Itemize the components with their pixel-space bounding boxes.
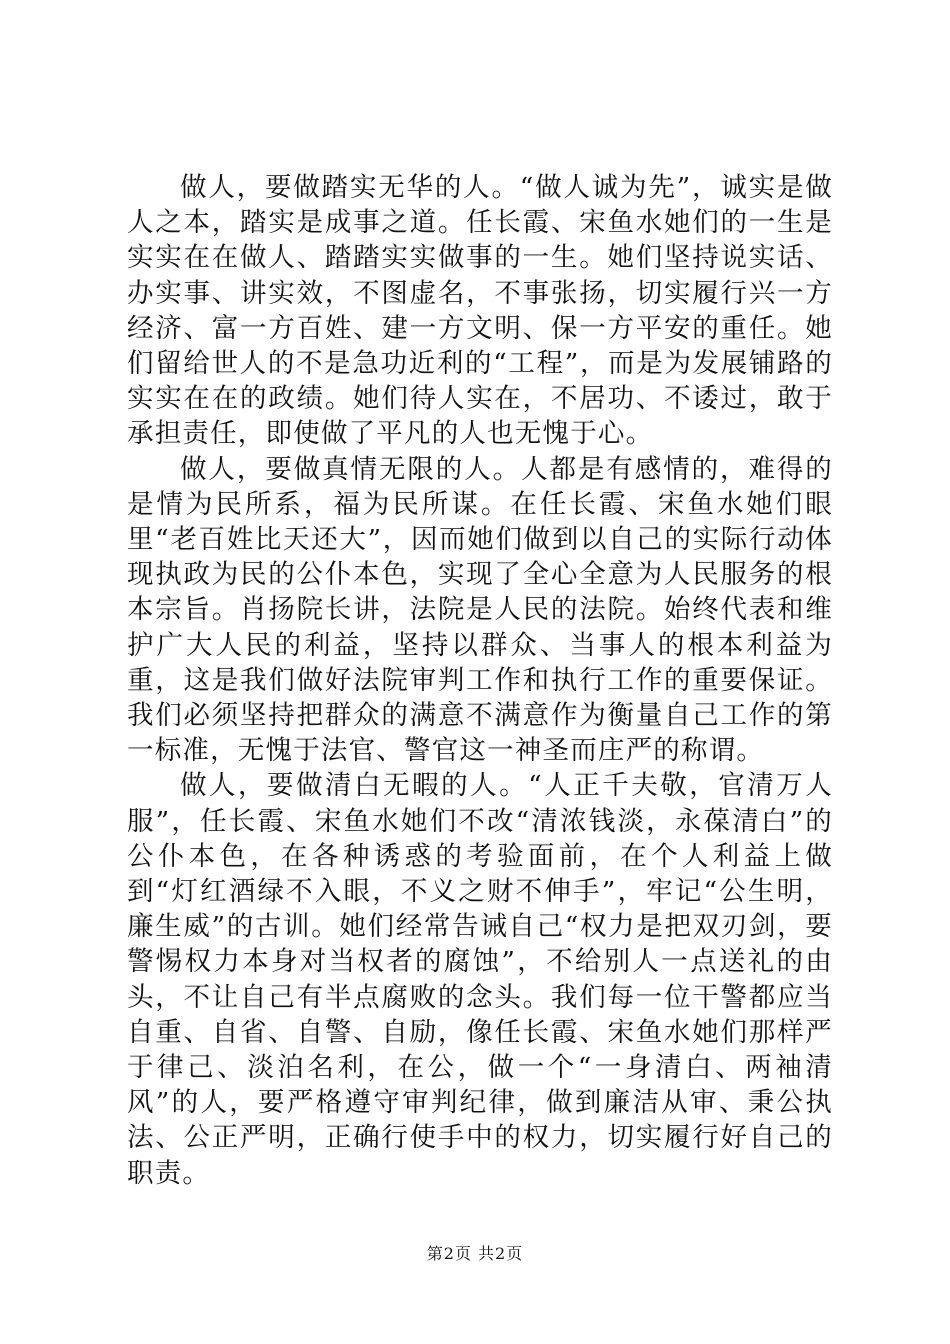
page-number-footer: 第2页 共2页 (426, 1244, 524, 1263)
paragraph-honest-person: 做人，要做踏实无华的人。“做人诚为先”，诚实是做人之本，踏实是成事之道。任长霞、宋鱼水她们的一生是实实在在做人、踏踏实实做事的一生。她们坚持说实话、办实事、讲实效，不图虚名，不事张扬，切实履行兴一方经济、富一方百姓、建一方文明、保一方平安的重任。她们留给世人的不是急功近利的“工程”，而是为发展铺路的实实在在的政绩。她们待人实在，不居功、不诿过，敢于承担责任，即使做了平凡的人也无愧于心。 (127, 172, 833, 450)
paragraph-sincere-person: 做人，要做真情无限的人。人都是有感情的，难得的是情为民所系，福为民所谋。在任长霞、宋鱼水她们眼里“老百姓比天还大”，因而她们做到以自己的实际行动体现执政为民的公仆本色，实现了全心全意为人民服务的根本宗旨。肖扬院长讲，法院是人民的法院。始终代表和维护广大人民的利益，坚持以群众、当事人的根本利益为重，这是我们做好法院审判工作和执行工作的重要保证。我们必须坚持把群众的满意不满意作为衡量自己工作的第一标准，无愧于法官、警官这一神圣而庄严的称谓。 (127, 453, 833, 767)
document-body (127, 170, 833, 1191)
paragraph-clean-person: 做人，要做清白无暇的人。“人正千夫敬，官清万人服”，任长霞、宋鱼水她们不改“清浓钱淡，永葆清白”的公仆本色，在各种诱惑的考验面前，在个人利益上做到“灯红酒绿不入眼，不义之财不伸手”，牢记“公生明，廉生威”的古训。她们经常告诫自己“权力是把双刃剑，要警惕权力本身对当权者的腐蚀”，不给别人一点送礼的由头，不让自己有半点腐败的念头。我们每一位干警都应当自重、自省、自警、自励，像任长霞、宋鱼水她们那样严于律己、淡泊名利，在公，做一个“一身清白、两袖清风”的人，要严格遵守审判纪律，做到廉洁从审、秉公执法、公正严明，正确行使手中的权力，切实履行好自己的职责。 (127, 770, 833, 1189)
